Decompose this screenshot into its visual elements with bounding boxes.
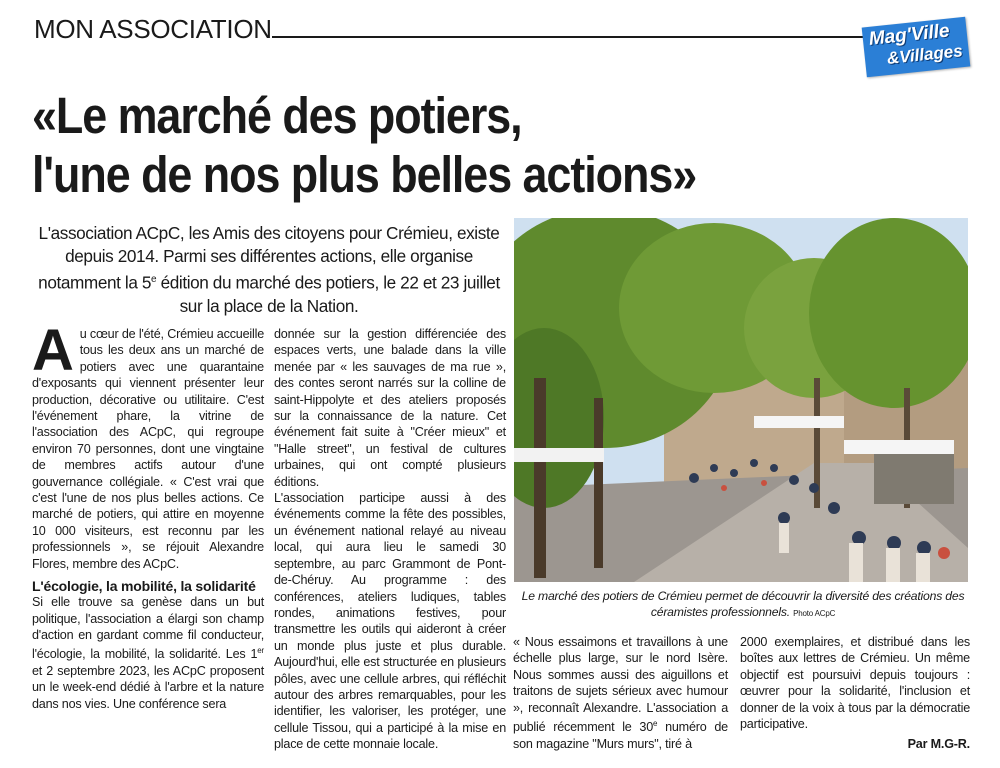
paragraph-intro-text: u cœur de l'été, Crémieu accueille tous les deux ans un marché de potiers avec une quarantaine d'exposants qui viennent présenter leur production, décorative ou utilitaire. C'est l'événement phare, la vitrine de l'association des ACpC, qui regroupe environ 70 personnes, dont une vingtaine de membres actifs autour d'une gouvernance collégiale. « C'est vrai que c'est l'une de nos plus belles actions. Ce marché de potiers, qui attire en moyenne 10 000 visiteurs, est reconnu par les professionnels », se réjouit Alexandre Flores, membre des ACpC. xyxy=(32,327,264,571)
standfirst-text-end: édition du marché des potiers, le 22 et 23 juillet sur la place de la Nation. xyxy=(156,272,500,316)
market-photo xyxy=(514,218,968,582)
paragraph-5-text-end: numéro de son magazine "Murs murs", tiré à xyxy=(513,720,728,751)
section-rubric: MON ASSOCIATION xyxy=(34,14,272,44)
caption-text: Le marché des potiers de Crémieu permet de découvrir la diversité des créations des céramistes professionnels. xyxy=(521,589,965,619)
standfirst-text: L'association ACpC, les Amis des citoyens pour Crémieu, existe depuis 2014. Parmi ses différentes actions, elle organise notamment la 5 xyxy=(38,223,500,293)
headline-line-1: «Le marché des potiers, xyxy=(32,87,522,144)
market-photo-illustration xyxy=(514,218,968,582)
paragraph-3: donnée sur la gestion différenciée des espaces verts, une balade dans la ville menée par « les sauvages de ma rue », des contes seront narrés sur la colline de saint-Hippolyte et des ateliers proposés sur la connaissance de la nature. Cet événement fait suite à "Créer mieux" et "Halle street", un festival de cultures urbaines, qui ont compté plusieurs éditions. xyxy=(274,327,506,489)
paragraph-6: 2000 exemplaires, et distribué dans les boîtes aux lettres de Crémieu. Un même objectif est poursuivi depuis toujours : œuvrer pour la solidarité, l'inclusion et donner de la voix à tous par la démocratie participative. xyxy=(740,635,970,732)
photo-credit: Photo ACpC xyxy=(793,609,836,618)
article-column-1 xyxy=(32,318,264,712)
paragraph-intro xyxy=(32,318,264,572)
magazine-logo xyxy=(862,17,971,78)
paragraph-5 xyxy=(513,634,728,752)
paragraph-2-text-end: et 2 septembre 2023, les ACpC proposent un le week-end dédié à l'arbre et la nature dans nos vies. Une conférence sera xyxy=(32,663,264,711)
article-subheading: L'écologie, la mobilité, la solidarité xyxy=(32,578,256,595)
paragraph-4: L'association participe aussi à des événements comme la fête des possibles, un événement national relayé au niveau local, qui aura lieu le samedi 30 septembre, au parc Grammont de Pont-de-Chéruy. Au programme : des conférences, ateliers ludiques, tables rondes, animations festives, pour transmettre les outils qui aideront à créer un monde plus juste et plus durable. Aujourd'hui, elle est structurée en plusieurs pôles, avec une cellule arbres, qui réfléchit autour des arbres remarquables, pour les identifier, les valoriser, les protéger, une cellule Tissou, qui a participé à la mise en place de cette monnaie locale. xyxy=(274,491,506,752)
author-signature: Par M.G-R. xyxy=(907,737,970,752)
logo-line-1: Mag'Ville xyxy=(867,20,951,50)
photo-caption xyxy=(516,588,970,622)
article-headline xyxy=(32,86,789,204)
headline-line-2: l'une de nos plus belles actions» xyxy=(32,146,697,203)
article-standfirst xyxy=(34,222,504,318)
paragraph-2-superscript: er xyxy=(257,646,264,656)
article-column-3 xyxy=(513,634,728,752)
paragraph-5-text: « Nous essaimons et travaillons à une échelle plus large, sur le nord Isère. Nous sommes aussi des aiguillons et traitons de sujets sérieux avec humour », reconnaît Alexandre. L'association a publié récemment le 30 xyxy=(513,635,728,735)
paragraph-5-superscript: e xyxy=(653,719,658,729)
logo-line-2: &Villages xyxy=(886,41,964,69)
article-column-4 xyxy=(740,634,970,753)
paragraph-2-text: Si elle trouve sa genèse dans un but politique, l'association a élargi son champ d'action en gardant comme fil conducteur, l'écologie, la mobilité, la solidarité. Les 1 xyxy=(32,595,264,662)
header-rule xyxy=(272,36,872,38)
drop-cap: A xyxy=(32,318,74,383)
article-column-2 xyxy=(274,326,506,753)
standfirst-superscript: e xyxy=(151,274,157,285)
paragraph-2 xyxy=(32,594,264,712)
